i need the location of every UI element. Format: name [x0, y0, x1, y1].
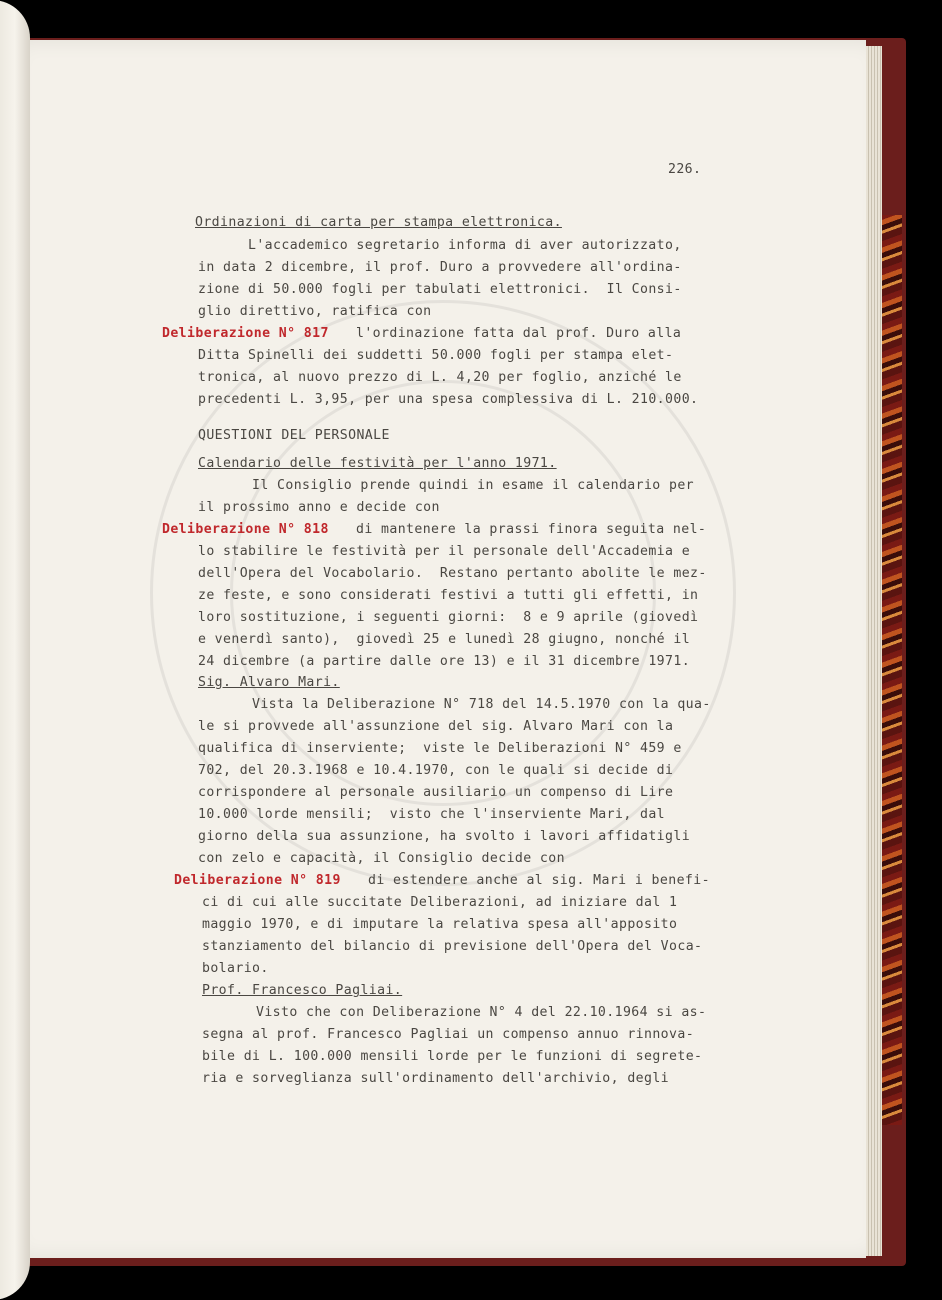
- text-line: glio direttivo, ratifica con: [198, 304, 432, 319]
- text-line: 702, del 20.3.1968 e 10.4.1970, con le quali si decide di: [198, 763, 674, 778]
- text-line: maggio 1970, e di imputare la relativa spesa all'apposito: [202, 917, 678, 932]
- left-page-curl: [0, 0, 30, 1300]
- text-line: e venerdì santo), giovedì 25 e lunedì 28 giugno, nonché il: [198, 632, 691, 647]
- page-number: 226.: [668, 162, 702, 177]
- text-line: ci di cui alle succitate Deliberazioni, ad iniziare dal 1: [202, 895, 678, 910]
- section-heading: Ordinazioni di carta per stampa elettronica.: [195, 215, 562, 230]
- text-line: l'ordinazione fatta dal prof. Duro alla: [356, 326, 682, 341]
- text-line: Il Consiglio prende quindi in esame il calendario per: [252, 478, 694, 493]
- text-line: le si provvede all'assunzione del sig. Alvaro Mari con la: [198, 719, 674, 734]
- text-line: dell'Opera del Vocabolario. Restano pertanto abolite le mez-: [198, 566, 707, 581]
- text-line: L'accademico segretario informa di aver autorizzato,: [248, 238, 682, 253]
- text-line: loro sostituzione, i seguenti giorni: 8 e 9 aprile (giovedì: [198, 610, 699, 625]
- text-line: Vista la Deliberazione N° 718 del 14.5.1970 con la qua-: [252, 697, 711, 712]
- text-line: 24 dicembre (a partire dalle ore 13) e il 31 dicembre 1971.: [198, 654, 691, 669]
- text-line: bile di L. 100.000 mensili lorde per le funzioni di segrete-: [202, 1049, 703, 1064]
- text-line: 10.000 lorde mensili; visto che l'inserviente Mari, dal: [198, 807, 666, 822]
- text-line: corrispondere al personale ausiliario un compenso di Lire: [198, 785, 674, 800]
- text-line: ze feste, e sono considerati festivi a tutti gli effetti, in: [198, 588, 699, 603]
- text-line: Ditta Spinelli dei suddetti 50.000 fogli per stampa elet-: [198, 348, 674, 363]
- text-line: Visto che con Deliberazione N° 4 del 22.10.1964 si as-: [256, 1005, 707, 1020]
- deliberation-number: Deliberazione N° 817: [162, 326, 329, 341]
- text-line: bolario.: [202, 961, 269, 976]
- deliberation-number: Deliberazione N° 819: [174, 873, 341, 888]
- text-line: precedenti L. 3,95, per una spesa complessiva di L. 210.000.: [198, 392, 699, 407]
- section-heading: Calendario delle festività per l'anno 1971.: [198, 456, 557, 471]
- text-line: qualifica di inserviente; viste le Deliberazioni N° 459 e: [198, 741, 682, 756]
- text-line: QUESTIONI DEL PERSONALE: [198, 428, 390, 443]
- text-line: segna al prof. Francesco Pagliai un compenso annuo rinnova-: [202, 1027, 695, 1042]
- text-line: zione di 50.000 fogli per tabulati elettronici. Il Consi-: [198, 282, 682, 297]
- text-line: in data 2 dicembre, il prof. Duro a provvedere all'ordina-: [198, 260, 682, 275]
- text-line: tronica, al nuovo prezzo di L. 4,20 per foglio, anziché le: [198, 370, 682, 385]
- text-line: ria e sorveglianza sull'ordinamento dell'archivio, degli: [202, 1071, 670, 1086]
- section-heading: Sig. Alvaro Mari.: [198, 675, 340, 690]
- text-line: stanziamento del bilancio di previsione dell'Opera del Voca-: [202, 939, 703, 954]
- text-line: di estendere anche al sig. Mari i benefi-: [368, 873, 710, 888]
- text-line: il prossimo anno e decide con: [198, 500, 440, 515]
- text-line: lo stabilire le festività per il personale dell'Accademia e: [198, 544, 691, 559]
- text-line: con zelo e capacità, il Consiglio decide con: [198, 851, 565, 866]
- section-heading: Prof. Francesco Pagliai.: [202, 983, 403, 998]
- text-line: di mantenere la prassi finora seguita nel-: [356, 522, 707, 537]
- deliberation-number: Deliberazione N° 818: [162, 522, 329, 537]
- text-line: giorno della sua assunzione, ha svolto i lavori affidatigli: [198, 829, 691, 844]
